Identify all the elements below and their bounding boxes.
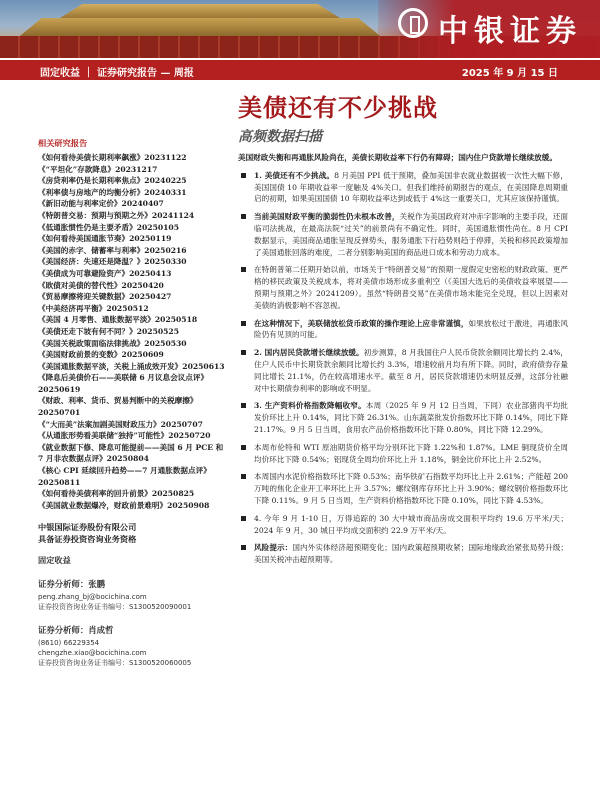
analyst-block [38,624,228,668]
analyst-email[interactable]: peng.zhang_bj@bocichina.com [38,593,147,602]
analyst-name: 证券分析师：张鹏 [38,579,105,590]
bullet-paragraph [238,542,568,566]
paragraph-label: 在这种情况下，美联储放松货币政策的操作理论上应非常谨慎， [254,318,469,328]
related-report-item[interactable]: 《降息后美债价石——美联储 6 月议息会议点评》20250619 [38,373,209,394]
analyst-name: 证券分析师：肖成哲 [38,625,114,636]
square-bullet-icon [241,350,246,355]
header-banner [0,0,600,58]
related-reports-list [38,152,228,511]
square-bullet-icon [241,516,246,521]
related-report-item[interactable]: 《房贷利率仍是长期利率焦点》20240225 [38,176,187,186]
related-report-item[interactable]: 《就业数据下修、降息可能提前——美国 6 月 PCE 和 7 月非农数据点评》20250804 [38,442,224,464]
related-report-item[interactable]: 《美国通胀数据平淡，关税上涌成效开发》20250613 [38,361,225,371]
analyst-phone: (8610) 66229354 [38,639,100,648]
paragraph-text: 4. 今年 9 月 1-10 日，万得追踪的 30 大中城市商品房成交面积平均约 19.6 万平米/天；2024 年 9 月，30 城日平均成交面积约 22.9 万平米/天。 [254,513,568,535]
palace-roof [20,18,380,36]
bullet-paragraph [238,170,568,205]
related-report-item[interactable]: 《美国 4 月零售、通胀数据平淡》20250518 [38,315,198,325]
institution-name: 中银国际证券股份有限公司 [38,522,137,533]
report-type: 固定收益 ｜ 证券研究报告 — 周报 [40,68,194,79]
bullet-paragraph [238,400,568,435]
analyst-email[interactable]: chengzhe.xiao@bocichina.com [38,649,147,658]
related-report-item[interactable]: 《美国财政前景的变数》20250609 [38,350,164,360]
paragraph-text: 在特朗普第二任期开始以前，市场关于“特朗普交易”的预期一度假定史密松的财政政策、更严格的移民政策及关税成本，将对美债市场形成多重利空（《美国大选后的美债收益率展望——预期与预期之外》20241209）。虽然“特朗普交易”在美债市场未能完全兑现，但以上因素对美债的消极影响不容忽视。 [254,265,568,310]
related-report-item[interactable]: 《“平坦化”存款降息》20231217 [38,164,158,174]
institution-info [38,521,228,545]
bullet-paragraph [238,318,568,342]
brand-box [378,0,600,58]
related-report-item[interactable]: 《新旧动能与利率定价》20240407 [38,199,164,209]
square-bullet-icon [241,445,246,450]
paragraph-list [238,170,568,566]
report-date: 2025 年 9 月 15 日 [461,68,558,79]
bullet-paragraph [238,442,568,466]
section-label: 固定收益 [38,555,71,566]
square-bullet-icon [241,173,246,178]
square-bullet-icon [241,403,246,408]
related-reports-heading: 相关研究报告 [38,138,88,148]
bullet-paragraph [238,347,568,394]
related-report-item[interactable]: 《特朗普交易：预期与预期之外》20241124 [38,210,195,220]
sidebar [38,138,228,668]
square-bullet-icon [241,214,246,219]
paragraph-text: 国内外实体经济超预期变化；国内政策超预期收紧；国际地缘政治紧张局势升级；美国关税冲击超预期等。 [254,543,569,565]
paragraph-label: 当前美国财政平衡的脆弱性仍未根本改善， [254,212,400,222]
paragraph-text: 本周布伦特和 WTI 原油期货价格平均分别环比下降 1.22%和 1.87%。LME 铜现货价全周均价环比下降 0.54%；铝现货全周均价环比上升 1.18%，铜金比价环比上升 2.52%。 [254,442,568,464]
related-report-item[interactable]: 《中美经济再平衡》20250512 [38,303,149,313]
analyst-block [38,578,228,612]
related-report-item[interactable]: 《低通胀惯性仍是主要矛盾》20250105 [38,222,179,232]
boc-logo-icon [398,8,428,38]
related-report-item[interactable]: 《贸易摩擦将迎关键数据》20250427 [38,292,172,302]
related-report-item[interactable]: 《美国关税政策面临法律挑战》20250530 [38,338,187,348]
paragraph-label: 3. 生产资料价格指数降幅收窄。 [254,401,366,411]
bullet-paragraph [238,513,568,537]
related-report-item[interactable]: 《核心 CPI 延续回升趋势——7 月通胀数据点评》20250811 [38,466,211,487]
square-bullet-icon [241,321,246,326]
related-report-item[interactable]: 《财政、利率、货币、贸易判断中的关税摩擦》20250701 [38,396,198,418]
related-report-item[interactable]: 《如何看待美债利率的回升前景》20250825 [38,489,195,499]
related-report-item[interactable]: 《美国就业数据爆冷，财政前景难明》20250908 [38,500,210,510]
related-report-item[interactable]: 《美国的赤字、储蓄率与利率》20250216 [38,245,187,255]
analyst-cert: 证券投资咨询业务证书编号：S1300520060005 [38,659,192,668]
paragraph-text: 初步测算，8 月我国住户人民币贷款余额同比增长约 2.4%，住户人民币中长期贷款余额同比增长约 3.3%，增速较前月均有所下降。同时，政府债券存量同比增长 21.1%，仍在较高增速水平。截至 8 月，居民贷款增速仍未明显反弹，这部分社融对中长期债券利率的影响或不明显。 [254,348,568,393]
page-title: 美债还有不少挑战 [238,93,438,122]
paragraph-label: 风险提示： [254,543,293,553]
square-bullet-icon [241,474,246,479]
bullet-paragraph [238,264,568,311]
related-report-item[interactable]: 《美债成为可靠避险资产》20250413 [38,268,172,278]
paragraph-label: 1. 美债还有不少挑战。 [254,170,335,180]
related-report-item[interactable]: 《美国经济：失速还是降温？》20250330 [38,257,187,267]
paragraph-text: 8 月美国 PPI 低于预期，叠加美国非农就业数据被一次性大幅下修，美国国债 10 年期收益率一度触及 4%关口。但我们维持前期报告的观点，在美国降息周期重启的初期，如果美国国债 10 年期收益率达到或低于 4%这一重要关口，尤其应该保持谨慎。 [254,170,568,204]
paragraph-text: 如果放松过于激进，再通胀风险仍有见顶的可能。 [254,318,568,340]
paragraph-label: 2. 国内居民贷款增长继续放缓。 [254,348,364,358]
analyst-cert: 证券投资咨询业务证书编号：S1300520090001 [38,603,192,612]
related-report-item[interactable]: 《利率债与房地产的均衡分析》20240331 [38,187,187,197]
page-subtitle: 高频数据扫描 [238,129,322,145]
lead-summary: 美国财政失衡和再通胀风险尚在，美债长期收益率下行仍有障碍；国内住户贷款增长继续放缓。 [238,153,557,162]
report-topbar [0,60,600,80]
related-report-item[interactable]: 《“大而美”法案加剧美国财政压力》20250707 [38,419,203,429]
palace-roof-upper [60,4,340,18]
paragraph-text: 本周国内水泥价格指数环比下降 0.53%；南华铁矿石指数平均环比上升 2.61%；产能超 200 万吨的焦化企业开工率环比上升 3.57%；螺纹钢库存环比上升 3.90%；螺纹钢价格指数环比下降 0.11%。9 月 5 日当周，生产资料价格指数环比下降 0.10%，同比下降 4.53%。 [254,472,568,505]
related-report-item[interactable]: 《如何看待美债长期利率飙涨》20231122 [38,153,187,162]
related-report-item[interactable]: 《美债还走下坡有何不同？》20250525 [38,326,179,336]
square-bullet-icon [241,545,246,550]
institution-qualification: 具备证券投资咨询业务资格 [38,534,137,545]
related-report-item[interactable]: 《从通胀形势看美联储“独持”可能性》20250720 [38,431,211,441]
related-report-item[interactable]: 《欧债对美债的替代性》20250420 [38,280,164,290]
related-report-item[interactable]: 《如何看待美国通胀节奏》20250119 [38,234,172,244]
paragraph-text: 本周（2025 年 9 月 12 日当周，下同）农业部猪肉平均批发价环比上升 0.14%，同比下降 26.31%。山东蔬菜批发价指数环比下降 0.14%，同比下降 21.17%。9 月 5 日当周，食用农产品价格指数环比下降 0.80%，同比下降 12.29%。 [254,401,569,434]
bullet-paragraph [238,471,568,506]
main-content [238,152,568,572]
bullet-paragraph [238,211,568,258]
square-bullet-icon [241,267,246,272]
brand-name: 中银证券 [438,14,582,49]
paragraph-text: 关税作为美国政府对冲赤字影响的主要手段，还面临司法挑战，在最高法院“过关”的前景尚有不确定性。同时，美国通胀惯性尚在。8 月 CPI 数据显示，美国商品通胀呈现反弹势头，服务通胀下行趋势则趋于停滞，关税和移民政策增加了美国通胀回落的难度，二者分别影响美国的商品进口成本和劳动力成本。 [254,212,569,257]
